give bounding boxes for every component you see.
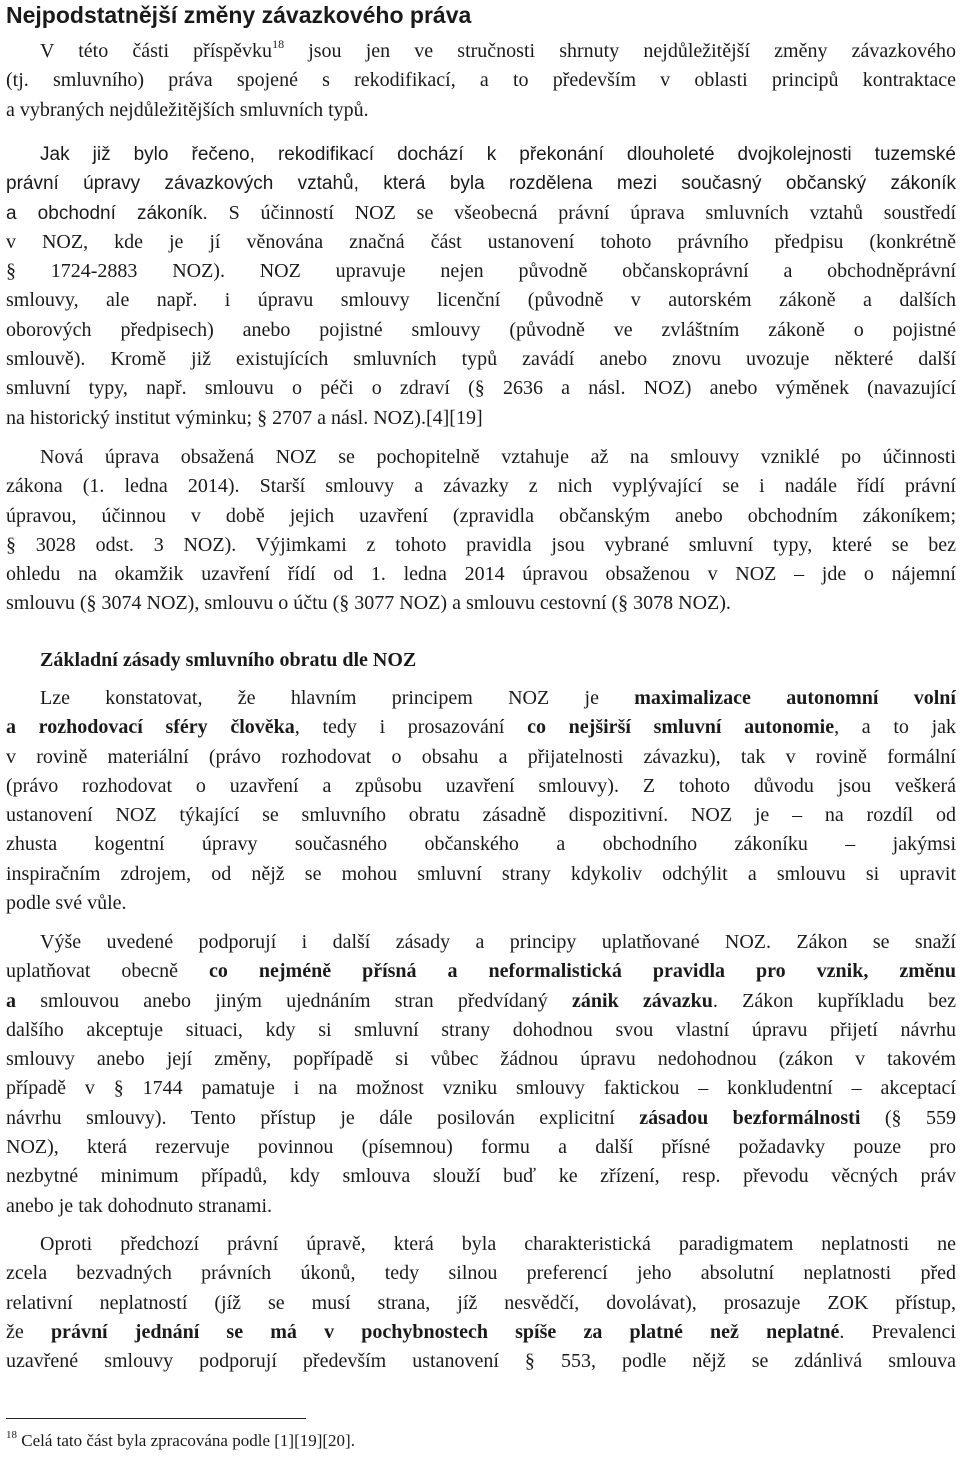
text-line: a smlouvou anebo jiným ujednáním stran předvídaný zánik závazku. Zákon kupříkladu bez bbox=[6, 989, 957, 1012]
text-line: a rozhodovací sféry člověka, tedy i prosazování co nejširší smluvní autonomie, a to jak bbox=[6, 716, 956, 739]
paragraph-zasady bbox=[6, 928, 956, 1221]
paragraph-ucinnost bbox=[6, 443, 956, 619]
text-line: a vybraných nejdůležitějších smluvních typů. bbox=[6, 98, 369, 121]
text-line: (právo rozhodovat o uzavření a způsobu uzavření smlouvy). Z tohoto důvodu jsou veškerá bbox=[6, 774, 956, 797]
text-line: zcela bezvadných právních úkonů, tedy silnou preferencí jeho absolutní neplatnosti před bbox=[6, 1262, 956, 1285]
text-line: Lze konstatovat, že hlavním principem NOZ je maximalizace autonomní volní bbox=[40, 687, 956, 709]
text-line: návrhu smlouvy). Tento přístup je dále posilován explicitní zásadou bezformálnosti (§ 559 bbox=[6, 1106, 956, 1129]
text-line: smlouvy, ale např. i úpravu smlouvy licenční (původně v autorském zákoně a dalších bbox=[6, 289, 956, 312]
text-line: Jak již bylo řečeno, rekodifikací dochází k překonání dlouholeté dvojkolejnosti tuzemské bbox=[40, 144, 956, 165]
footnote-mark: 18 bbox=[6, 1429, 17, 1441]
text-line: ohledu na okamžik uzavření řídí od 1. ledna 2014 úpravou obsaženou v NOZ – jde o nájemní bbox=[6, 563, 956, 586]
text-line: § 3028 odst. 3 NOZ). Výjimkami z tohoto pravidla jsou vybrané smluvní typy, které se bez bbox=[6, 533, 956, 556]
paragraph-neplatnost bbox=[6, 1230, 956, 1376]
text-line: Nová úprava obsažená NOZ se pochopitelně vztahuje až na smlouvy vzniklé po účinnosti bbox=[40, 446, 956, 468]
text-line: na historický institut výminku; § 2707 a násl. NOZ).[4][19] bbox=[6, 406, 483, 429]
text-line: nezbytné minimum případů, kdy smlouva slouží buď ke zřízení, resp. převodu věcných práv bbox=[6, 1165, 956, 1188]
text-line: a obchodní zákoník. S účinností NOZ se všeobecná právní úprava smluvních vztahů soustředí bbox=[6, 201, 956, 224]
text-line: relativní neplatností (jíž se musí strana, jíž nesvědčí, dovolávat), prosazuje ZOK přístup, bbox=[6, 1291, 956, 1314]
text-line: inspiračním zdrojem, od nějž se mohou smluvní strany kdykoliv odchýlit a smlouvu si upravit bbox=[6, 862, 956, 885]
text-line: § 1724-2883 NOZ). NOZ upravuje nejen původně občanskoprávní a obchodněprávní bbox=[6, 260, 956, 283]
text-line: případě v § 1744 pamatuje i na možnost vzniku smlouvy faktickou – konkludentní – akceptací bbox=[6, 1077, 956, 1100]
text-line: dalšího akceptuje situaci, kdy si smluvní strany dohodnou svou vlastní úpravu přijetí návrhu bbox=[6, 1018, 956, 1041]
text-line: Oproti předchozí právní úpravě, která byla charakteristická paradigmatem neplatnosti ne bbox=[40, 1233, 956, 1255]
text-line: oborových předpisech) anebo pojistné smlouvy (původně ve zvláštním zákoně o pojistné bbox=[6, 318, 956, 341]
paragraph-rekodifikace bbox=[6, 140, 956, 433]
text-line: anebo je tak dohodnuto stranami. bbox=[6, 1194, 273, 1217]
text-line: V této části příspěvku$^{18}$ jsou jen ve stručnosti shrnuty nejdůležitější změny závazkového bbox=[40, 37, 957, 62]
text-line: zhusta kogentní úpravy současného občanského a obchodního zákoníku – jakýmsi bbox=[6, 833, 956, 856]
text-line: uzavřené smlouvy podporují především ustanovení § 553, podle nějž se zdánlivá smlouva bbox=[6, 1350, 956, 1373]
text-line: podle své vůle. bbox=[6, 892, 127, 915]
text-line: (tj. smluvního) práva spojené s rekodifikací, a to především v oblasti principů kontraktace bbox=[6, 69, 956, 92]
subsection-heading: Základní zásady smluvního obratu dle NOZ bbox=[40, 649, 417, 671]
section-heading: Nejpodstatnější změny závazkového práva bbox=[6, 2, 472, 28]
text-line: že právní jednání se má v pochybnostech spíše za platné než neplatné. Prevalenci bbox=[6, 1320, 956, 1343]
text-line: právní úpravy závazkových vztahů, která byla rozdělena mezi současný občanský zákoník bbox=[6, 173, 956, 195]
text-line: úpravou, účinnou v době jejich uzavření (zpravidla občanským anebo obchodním zákoníkem; bbox=[6, 504, 956, 527]
text-line: smlouvu (§ 3074 NOZ), smlouvu o účtu (§ 3077 NOZ) a smlouvu cestovní (§ 3078 NOZ). bbox=[6, 592, 731, 615]
footnote: $^{18}$ Celá tato část byla zpracována podle [1][19][20]. bbox=[6, 1429, 355, 1450]
text-line: ustanovení NOZ týkající se smluvního obratu zásadně dispozitivní. NOZ je – na rozdíl od bbox=[6, 804, 956, 827]
footnote-ref[interactable]: 18 bbox=[272, 37, 285, 51]
text-line: smluvní typy, např. smlouvu o péči o zdraví (§ 2636 a násl. NOZ) anebo výměnek (navazující bbox=[6, 377, 956, 400]
text-line: v NOZ, kde je jí věnována značná část ustanovení tohoto právního předpisu (konkrétně bbox=[6, 230, 956, 253]
text-line: smlouvě). Kromě již existujících smluvních typů zavádí anebo znovu uvozuje některé další bbox=[6, 348, 956, 371]
text-line: Výše uvedené podporují i další zásady a principy uplatňované NOZ. Zákon se snaží bbox=[40, 931, 956, 953]
text-line: NOZ), která rezervuje povinnou (písemnou) formu a další přísné požadavky pouze pro bbox=[6, 1136, 956, 1159]
paragraph-intro bbox=[6, 37, 956, 125]
paragraph-autonomie bbox=[6, 684, 956, 918]
text-line: v rovině materiální (právo rozhodovat o obsahu a přijatelnosti závazku), tak v rovině formální bbox=[6, 745, 956, 768]
text-line: zákona (1. ledna 2014). Starší smlouvy a závazky z nich vyplývající se i nadále řídí právní bbox=[6, 475, 956, 498]
text-line: uplatňovat obecně co nejméně přísná a neformalistická pravidla pro vznik, změnu bbox=[6, 960, 956, 983]
footnote-divider bbox=[6, 1418, 306, 1419]
text-line: smlouvy anebo její změny, popřípadě si vůbec žádnou úpravu nedohodnou (zákon v takovém bbox=[6, 1048, 956, 1071]
